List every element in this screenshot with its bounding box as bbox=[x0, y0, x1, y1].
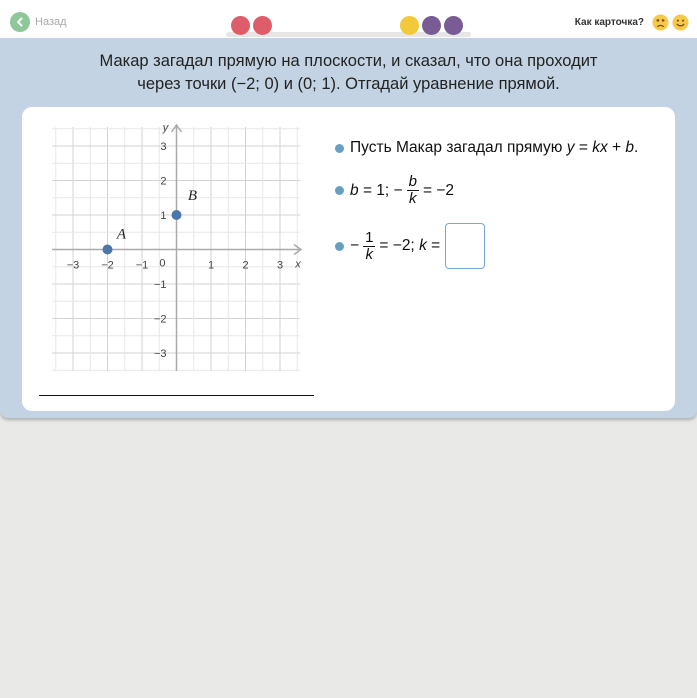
fraction-numerator: b bbox=[408, 173, 417, 190]
answer-line bbox=[39, 395, 314, 396]
formula-minus: − bbox=[350, 237, 360, 254]
answer-input[interactable] bbox=[445, 223, 485, 269]
fraction-denominator: k bbox=[409, 190, 417, 207]
point-b bbox=[172, 210, 182, 220]
question-text bbox=[40, 50, 657, 96]
feedback-label: Как карточка? bbox=[574, 17, 644, 28]
sad-face-icon[interactable] bbox=[652, 14, 669, 31]
point-a bbox=[103, 245, 113, 255]
hint-1 bbox=[335, 139, 638, 157]
hint-3 bbox=[335, 223, 485, 269]
progress-dot bbox=[422, 16, 441, 35]
x-tick-label: 1 bbox=[207, 259, 215, 272]
question-line: Макар загадал прямую на плоскости, и сказал, что она проходит bbox=[99, 52, 598, 70]
fraction-denominator: k bbox=[365, 245, 373, 263]
y-tick-label: 3 bbox=[160, 141, 167, 153]
origin-label: 0 bbox=[159, 257, 166, 270]
x-axis-label: x bbox=[295, 258, 301, 271]
card-feedback bbox=[575, 14, 689, 31]
x-tick-label: 2 bbox=[242, 259, 249, 272]
y-tick-label: −3 bbox=[153, 348, 167, 360]
progress-dot bbox=[231, 16, 250, 35]
formula-text: = −2 bbox=[422, 181, 454, 199]
fraction-1-over-k bbox=[363, 230, 375, 263]
x-tick-label: −3 bbox=[66, 259, 80, 272]
formula-kx: kx bbox=[592, 139, 608, 156]
top-bar bbox=[0, 0, 697, 38]
progress-dot bbox=[253, 16, 272, 35]
formula-end: . bbox=[634, 139, 639, 156]
formula-text: = 1; − bbox=[362, 181, 403, 199]
hint-text: Пусть Макар загадал прямую bbox=[350, 139, 563, 156]
task-panel bbox=[0, 38, 697, 418]
progress-dot bbox=[400, 16, 419, 35]
y-tick-label: 2 bbox=[160, 175, 167, 188]
x-tick-label: −1 bbox=[135, 259, 149, 272]
point-label: B bbox=[187, 188, 198, 204]
fraction-b-over-k bbox=[407, 174, 419, 207]
formula-k: k bbox=[419, 237, 427, 254]
y-tick-label: −1 bbox=[153, 279, 167, 291]
x-tick-label: −2 bbox=[101, 259, 114, 272]
back-button[interactable] bbox=[10, 12, 67, 32]
formula-b: b bbox=[350, 181, 359, 199]
bullet-icon bbox=[335, 186, 344, 195]
chevron-left-icon bbox=[10, 12, 30, 32]
axes bbox=[52, 125, 301, 371]
formula-eq: = bbox=[431, 237, 441, 254]
hint-2 bbox=[335, 174, 454, 207]
formula-y: y bbox=[566, 139, 575, 156]
y-tick-label: 1 bbox=[160, 210, 167, 222]
x-tick-label: 3 bbox=[276, 259, 284, 272]
bullet-icon bbox=[335, 242, 344, 251]
tick-labels bbox=[67, 123, 302, 360]
y-axis-label: y bbox=[162, 123, 169, 134]
bullet-icon bbox=[335, 144, 344, 153]
question-line: через точки (−2; 0) и (0; 1). Отгадай уравнение прямой. bbox=[137, 75, 560, 93]
task-card bbox=[22, 107, 675, 411]
formula-plus: + bbox=[612, 139, 622, 156]
y-tick-label: −2 bbox=[153, 313, 167, 326]
formula-eq: = bbox=[578, 139, 588, 156]
fraction-numerator: 1 bbox=[365, 228, 374, 246]
coordinate-plane bbox=[38, 123, 308, 385]
back-label: Назад bbox=[35, 16, 67, 28]
progress-dot bbox=[444, 16, 463, 35]
formula-b: b bbox=[625, 139, 634, 156]
point-label: A bbox=[116, 226, 127, 243]
formula-text: = −2; bbox=[379, 237, 415, 254]
happy-face-icon[interactable] bbox=[672, 14, 689, 31]
